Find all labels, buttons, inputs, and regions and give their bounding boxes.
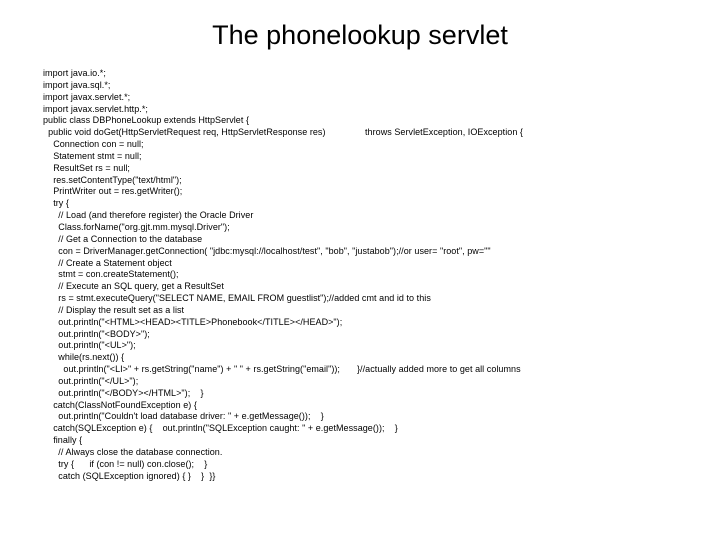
slide-title: The phonelookup servlet [212, 20, 508, 50]
code-line [43, 210, 713, 222]
code-line-text: public class DBPhoneLookup extends HttpServlet { [43, 115, 250, 126]
code-line [43, 104, 713, 116]
code-listing [43, 68, 713, 483]
code-line [43, 293, 713, 305]
code-line [43, 80, 713, 92]
code-line-text: import java.io.*; [43, 68, 106, 78]
code-line-text: catch(ClassNotFoundException e) { [43, 399, 197, 410]
code-line-text: rs = stmt.executeQuery("SELECT NAME, EMAIL FROM guestlist");//added cmt and id to this [43, 293, 431, 304]
code-line-text: ResultSet rs = null; [43, 162, 130, 173]
code-line [43, 115, 713, 127]
code-line-trailing-text: throws ServletException, IOException { [365, 127, 523, 138]
code-line-text: try { if (con != null) con.close(); } [43, 458, 208, 469]
code-line [43, 175, 713, 187]
code-line [43, 400, 713, 412]
code-line-text: Statement stmt = null; [43, 150, 142, 161]
code-line [43, 246, 713, 258]
code-line-text: catch(SQLException e) { out.println("SQLException caught: " + e.getMessage()); } [43, 423, 398, 434]
code-line-text: Class.forName("org.gjt.mm.mysql.Driver"); [43, 221, 230, 232]
code-line [43, 411, 713, 423]
code-line-text: // Always close the database connection. [43, 447, 223, 457]
code-line [43, 258, 713, 270]
code-line-text: res.setContentType("text/html"); [43, 174, 182, 185]
code-line-text: out.println("<BODY>"); [43, 328, 150, 339]
code-line-text: public void doGet(HttpServletRequest req, HttpServletResponse res) [43, 127, 326, 138]
code-line [43, 317, 713, 329]
code-line [43, 68, 713, 80]
code-line-text: // Display the result set as a list [43, 304, 185, 315]
code-line-text: stmt = con.createStatement(); [43, 269, 179, 280]
code-line [43, 471, 713, 483]
code-line [43, 305, 713, 317]
code-line-text: PrintWriter out = res.getWriter(); [43, 186, 183, 197]
code-line-text: out.println("<HTML><HEAD><TITLE>Phonebook</TITLE></HEAD>"); [43, 316, 343, 327]
code-line-text: import javax.servlet.http.*; [43, 103, 148, 114]
code-line-text: out.println("</BODY></HTML>"); } [43, 387, 204, 398]
code-line [43, 127, 713, 139]
code-line-text: // Execute an SQL query, get a ResultSet [43, 281, 224, 292]
code-line [43, 388, 713, 400]
code-line [43, 139, 713, 151]
code-line [43, 435, 713, 447]
code-line-text: out.println("<UL>"); [43, 340, 136, 351]
code-line-text: import java.sql.*; [43, 79, 111, 90]
code-line-text: // Load (and therefore register) the Oracle Driver [43, 210, 254, 221]
code-line [43, 423, 713, 435]
code-line [43, 186, 713, 198]
code-line-text: catch (SQLException ignored) { } } }} [43, 470, 216, 481]
code-line-text: // Get a Connection to the database [43, 233, 203, 244]
code-line [43, 222, 713, 234]
code-line-trailing-text: }//actually added more to get all columns [357, 364, 521, 375]
code-line [43, 329, 713, 341]
code-line-text: out.println("<LI>" + rs.getString("name") + " " + rs.getString("email")); [43, 364, 340, 375]
code-line [43, 447, 713, 459]
code-line [43, 352, 713, 364]
code-line [43, 92, 713, 104]
code-line [43, 269, 713, 281]
code-line-text: // Create a Statement object [43, 257, 172, 268]
code-line [43, 364, 713, 376]
code-line [43, 281, 713, 293]
code-line-text: Connection con = null; [43, 139, 144, 150]
code-line-text: finally { [43, 435, 83, 446]
code-line-text: import javax.servlet.*; [43, 91, 131, 102]
code-line [43, 234, 713, 246]
code-line [43, 198, 713, 210]
code-line [43, 163, 713, 175]
code-line [43, 340, 713, 352]
code-line [43, 376, 713, 388]
code-line-text: while(rs.next()) { [43, 352, 125, 363]
code-line-text: con = DriverManager.getConnection( "jdbc:mysql://localhost/test", "bob", "justabob");//or user= "root", pw="" [43, 245, 491, 256]
code-line-text: out.println("</UL>"); [43, 375, 139, 386]
code-line-text: try { [43, 198, 69, 209]
code-line-text: out.println("Couldn't load database driver: " + e.getMessage()); } [43, 411, 324, 422]
code-line [43, 151, 713, 163]
code-line [43, 459, 713, 471]
